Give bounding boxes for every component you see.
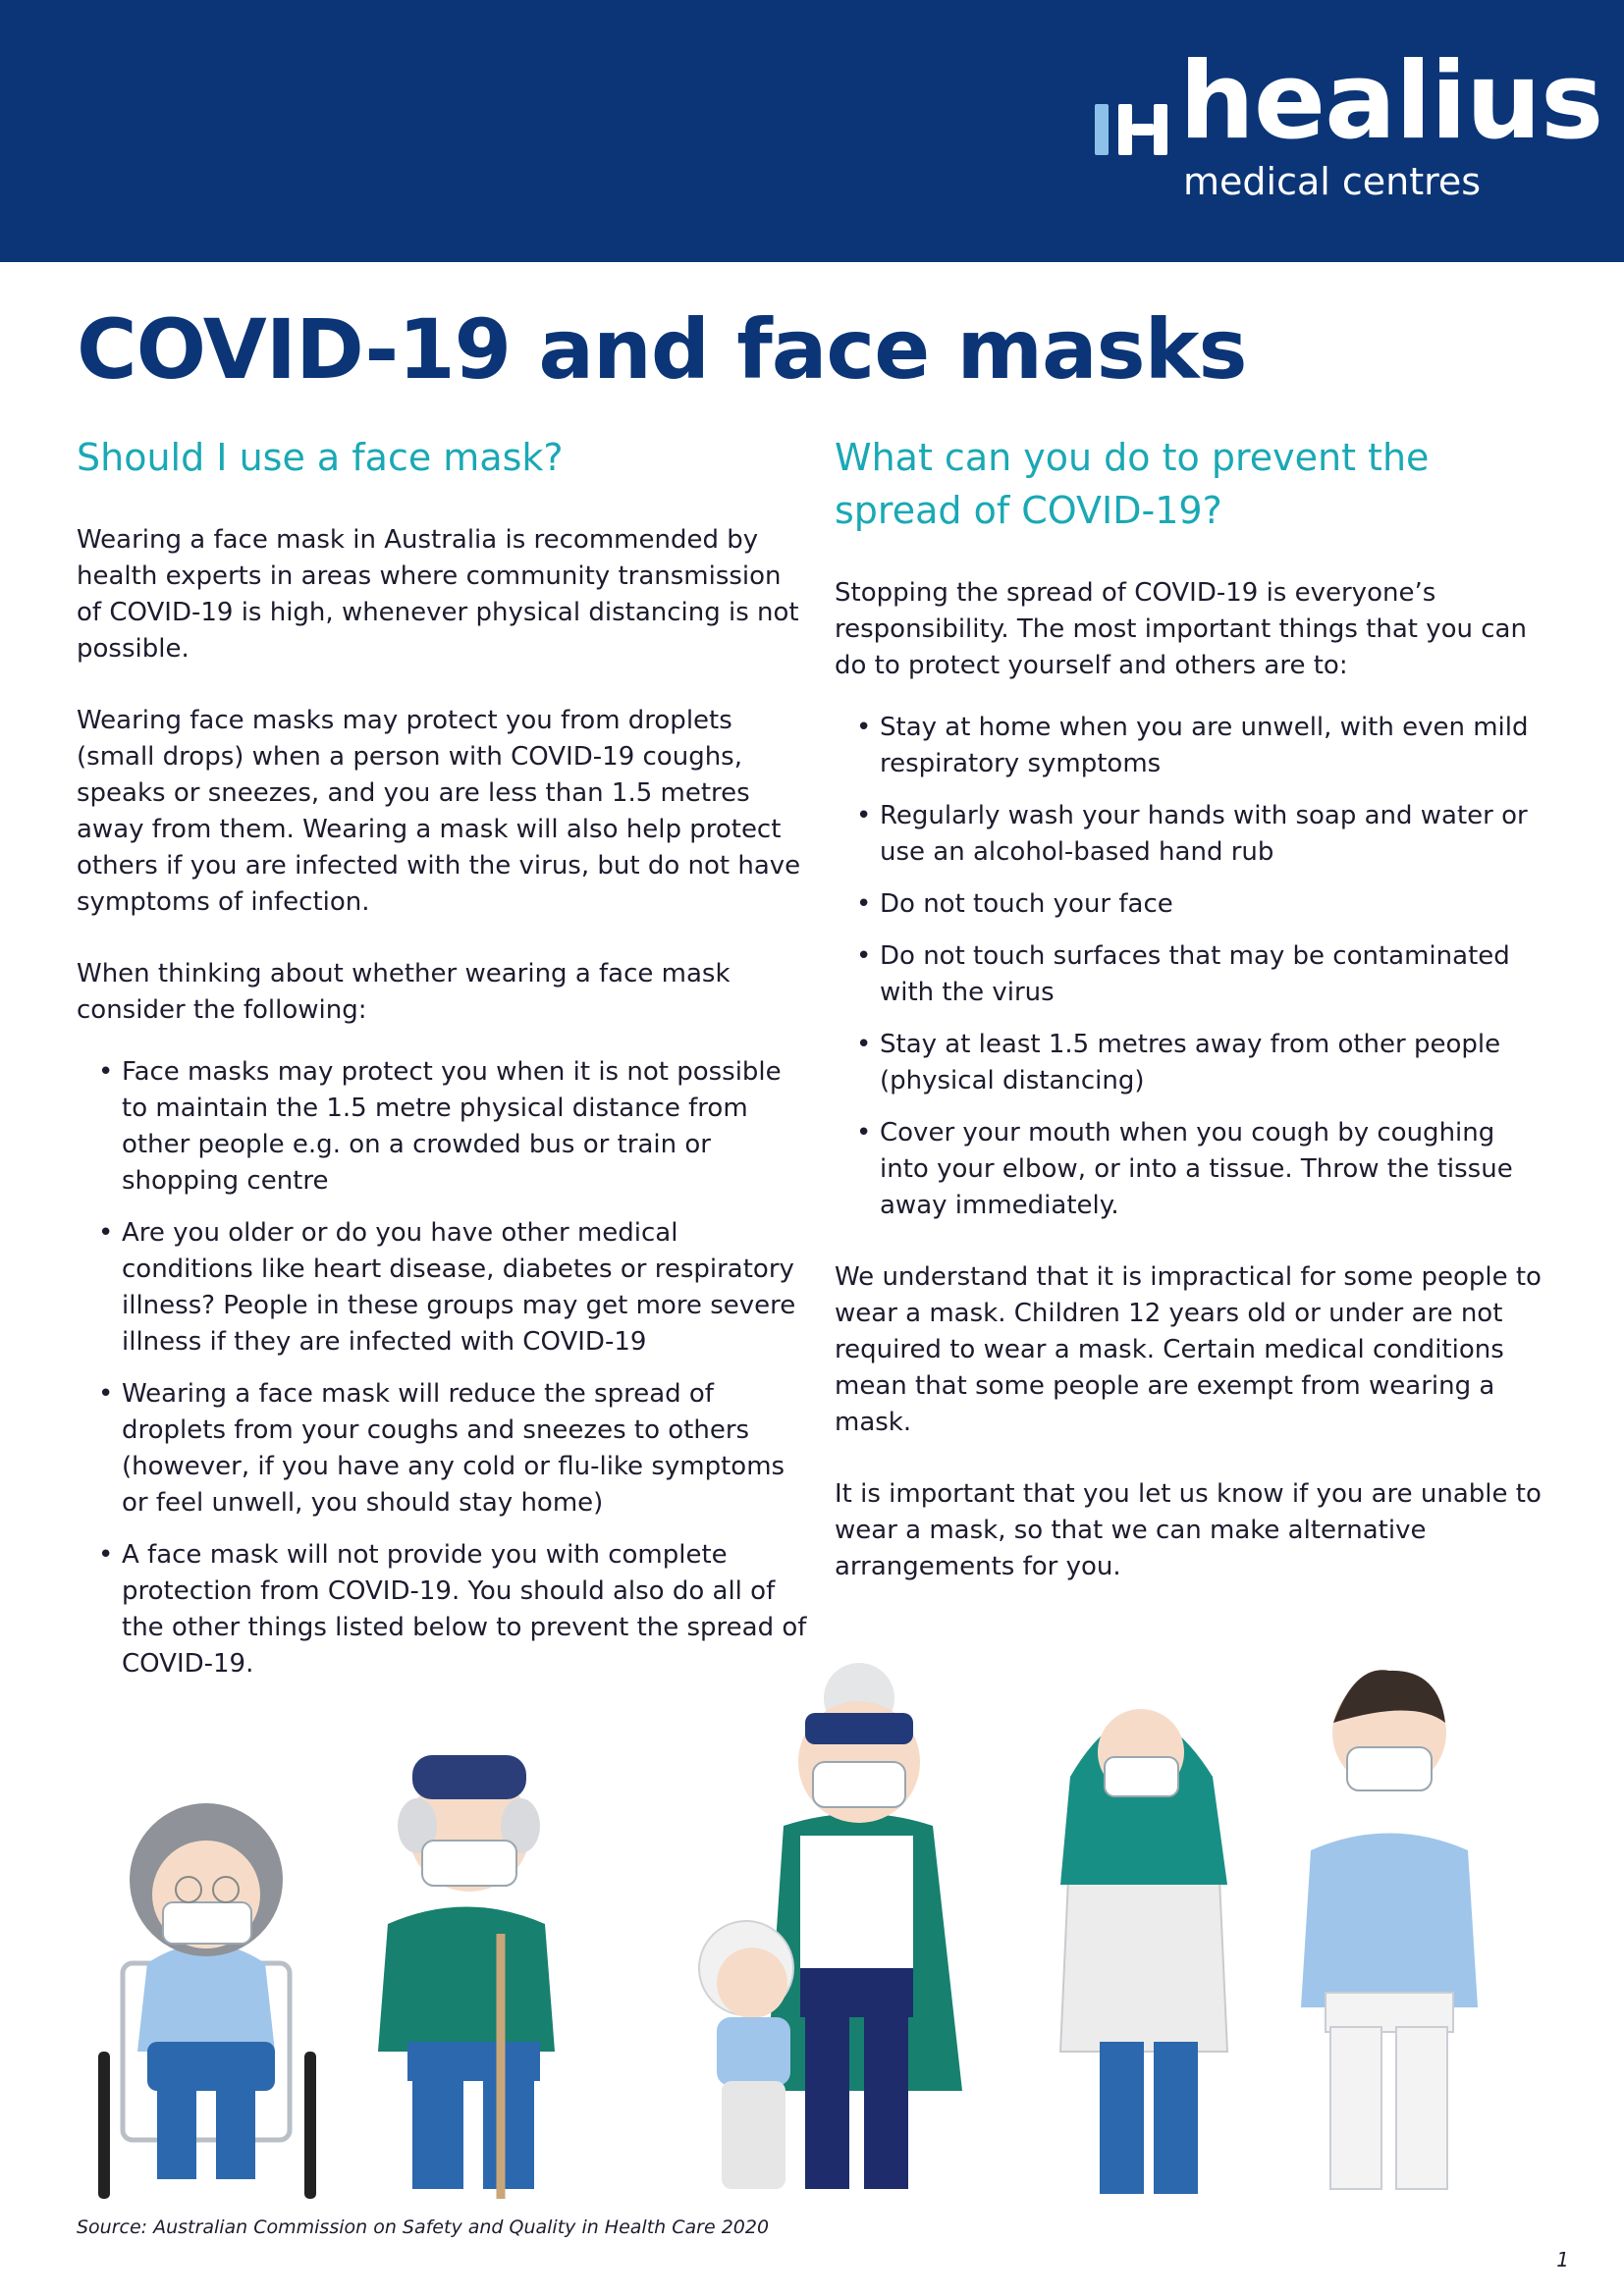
- left-column: [77, 432, 813, 1718]
- list-item: • Regularly wash your hands with soap and water or use an alcohol-based hand rub: [856, 798, 1551, 871]
- list-item: • Cover your mouth when you cough by coughing into your elbow, or into a tissue. Throw the tissue away immediately.: [856, 1115, 1551, 1224]
- right-column: [835, 432, 1551, 1621]
- left-heading: Should I use a face mask?: [77, 436, 564, 479]
- bullet-icon: •: [856, 940, 872, 971]
- list-item: • Stay at home when you are unwell, with even mild respiratory symptoms: [856, 710, 1551, 782]
- wheelchair-woman-figure: [98, 1803, 316, 2199]
- list-item: • Are you older or do you have other medical conditions like heart disease, diabetes or respiratory illness? People in these groups may get more severe illness if they are infected with COVID-19: [98, 1215, 813, 1361]
- bullet-icon: •: [98, 1217, 114, 1248]
- left-paragraph-2: Wearing face masks may protect you from droplets (small drops) when a person with COVID-19 coughs, speaks or sneezes, and you are less than 1.5 metres away from them. Wearing a mask will also help protect others if you are infected with the virus, but do not have symptoms of infection.: [77, 705, 801, 917]
- logo-subtitle: medical centres: [1183, 160, 1482, 203]
- healius-logo: [1095, 40, 1603, 204]
- woman-in-hijab-figure: [1060, 1709, 1227, 2194]
- bullet-icon: •: [856, 1029, 872, 1059]
- bullet-icon: •: [856, 888, 872, 919]
- list-item: • Do not touch surfaces that may be contaminated with the virus: [856, 938, 1551, 1011]
- left-paragraph-3: When thinking about whether wearing a face mask consider the following:: [77, 958, 731, 1025]
- list-item: • A face mask will not provide you with complete protection from COVID-19. You should also do all of the other things listed below to prevent the spread of COVID-19.: [98, 1537, 813, 1682]
- young-man-figure: [1301, 1670, 1478, 2189]
- right-heading: What can you do to prevent the spread of COVID-19?: [835, 436, 1430, 532]
- list-item: • Stay at least 1.5 metres away from other people (physical distancing): [856, 1027, 1551, 1099]
- bullet-icon: •: [856, 712, 872, 742]
- bullet-icon: •: [98, 1539, 114, 1570]
- masked-people-illustration: [79, 1639, 1551, 2209]
- bullet-icon: •: [98, 1056, 114, 1087]
- left-paragraph-1: Wearing a face mask in Australia is recommended by health experts in areas where community transmission of COVID-19 is high, whenever physical distancing is not possible.: [77, 524, 799, 664]
- right-paragraph-3: It is important that you let us know if you are unable to wear a mask, so that we can make alternative arrangements for you.: [835, 1478, 1542, 1581]
- list-item: • Face masks may protect you when it is not possible to maintain the 1.5 metre physical distance from other people e.g. on a crowded bus or train or shopping centre: [98, 1054, 813, 1200]
- right-paragraph-1: Stopping the spread of COVID-19 is everyone’s responsibility. The most important things that you can do to protect yourself and others are to:: [835, 577, 1527, 680]
- woman-with-child-figure: [699, 1663, 962, 2189]
- list-item: • Wearing a face mask will reduce the spread of droplets from your coughs and sneezes to others (however, if you have any cold or flu-like symptoms or feel unwell, you should stay home): [98, 1376, 813, 1522]
- older-man-figure: [378, 1755, 555, 2199]
- source-citation: Source: Australian Commission on Safety and Quality in Health Care 2020: [77, 2216, 770, 2238]
- left-bullet-list: [77, 1054, 813, 1682]
- right-paragraph-2: We understand that it is impractical for some people to wear a mask. Children 12 years old or under are not required to wear a mask. Certain medical conditions mean that some people are exempt from wearing a mask.: [835, 1261, 1542, 1437]
- bullet-icon: •: [98, 1378, 114, 1409]
- page-number: 1: [1556, 2248, 1569, 2271]
- list-item: • Do not touch your face: [856, 886, 1551, 923]
- bullet-icon: •: [856, 800, 872, 830]
- page-title: COVID-19 and face masks: [77, 301, 1247, 398]
- header-banner: [0, 0, 1624, 262]
- bullet-icon: •: [856, 1117, 872, 1148]
- logo-wordmark: healius: [1179, 40, 1603, 163]
- right-bullet-list: [835, 710, 1551, 1224]
